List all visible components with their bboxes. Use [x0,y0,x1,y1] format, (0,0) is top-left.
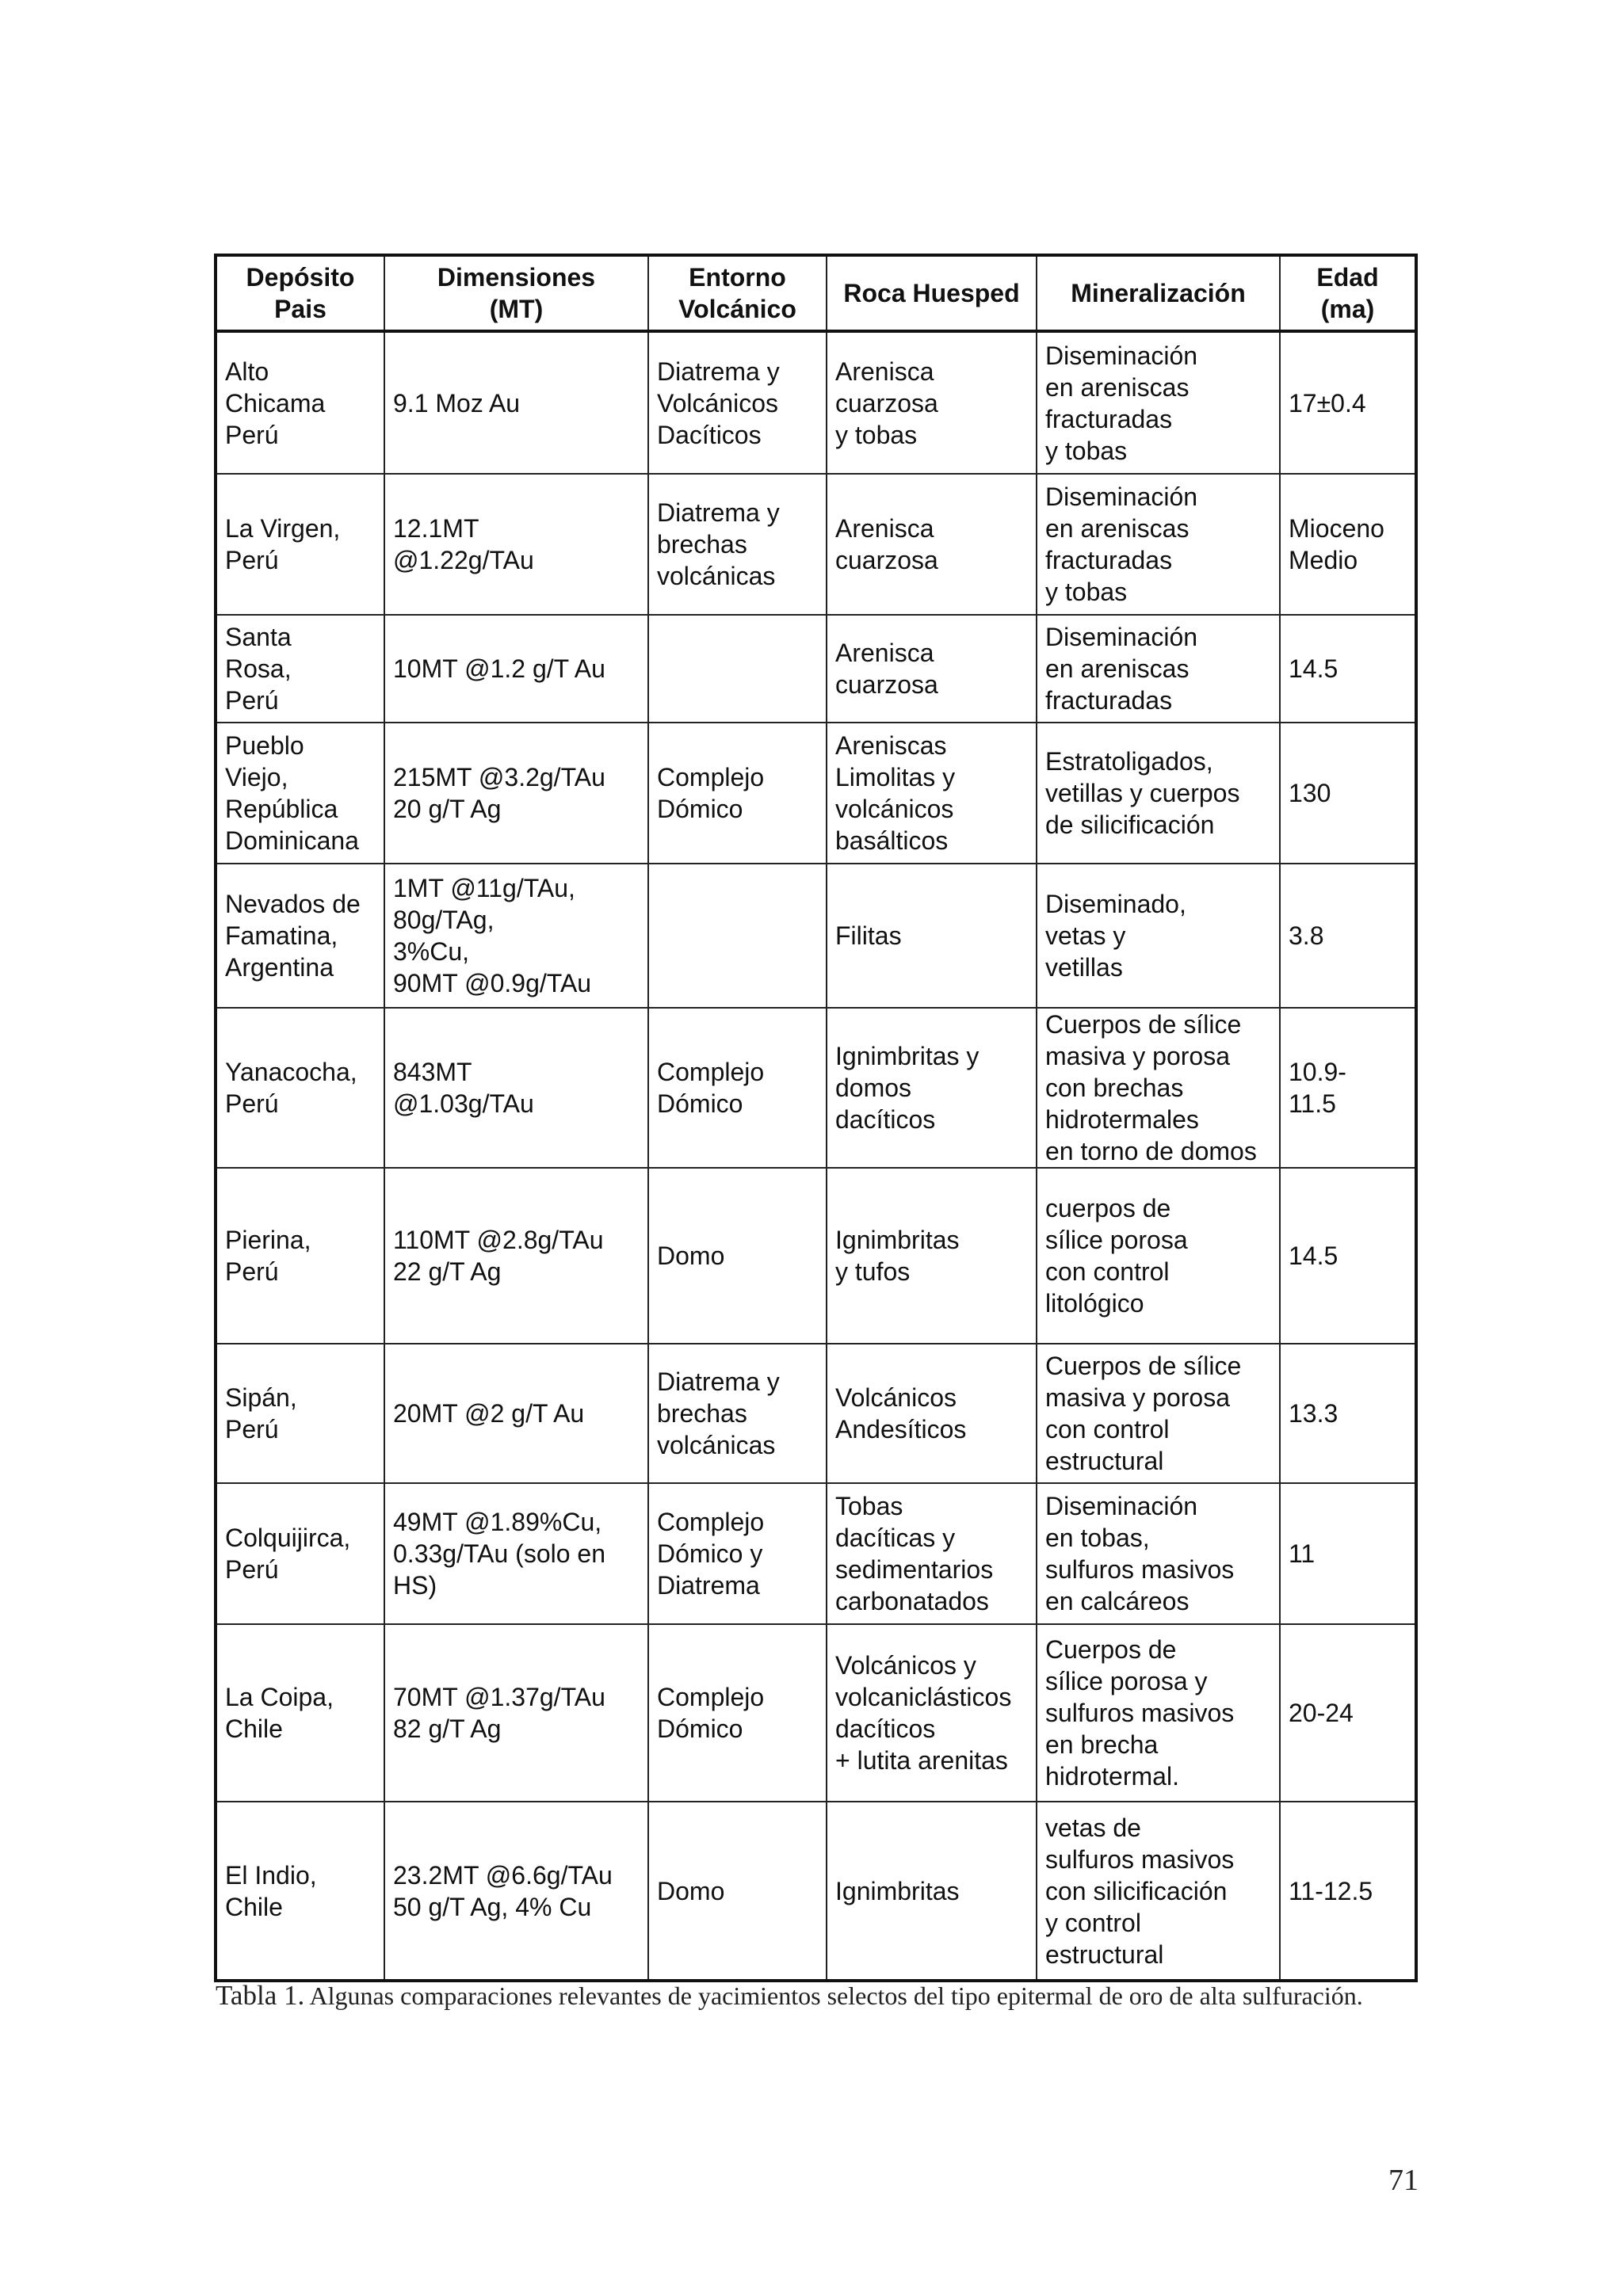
table-cell: 130 [1280,723,1416,864]
table-cell: Ignimbritas [827,1802,1037,1981]
table-cell: Domo [648,1168,827,1344]
table-cell: Complejo Dómico [648,1624,827,1802]
table-cell: Alto Chicama Perú [216,331,384,474]
table-cell: Colquijirca, Perú [216,1483,384,1624]
table-row [216,723,1416,864]
table-caption [216,1976,1414,2016]
table-row [216,1008,1416,1168]
table-cell: Diseminado, vetas y vetillas [1037,864,1280,1008]
table-cell: vetas de sulfuros masivos con silicificación y control estructural [1037,1802,1280,1981]
table-cell: 49MT @1.89%Cu, 0.33g/TAu (solo en HS) [384,1483,648,1624]
table-row [216,474,1416,615]
table-row [216,1624,1416,1802]
table-cell: 843MT @1.03g/TAu [384,1008,648,1168]
table-cell: 13.3 [1280,1344,1416,1483]
table-cell: cuerpos de sílice porosa con control litológico [1037,1168,1280,1344]
table-cell: Tobas dacíticas y sedimentarios carbonatados [827,1483,1037,1624]
table-cell: Yanacocha, Perú [216,1008,384,1168]
table-cell: Arenisca cuarzosa [827,474,1037,615]
table-cell: Diatrema y Volcánicos Dacíticos [648,331,827,474]
caption-label: Tabla 1. [216,1980,305,2011]
table-cell: Complejo Dómico [648,1008,827,1168]
table-cell: Ignimbritas y domos dacíticos [827,1008,1037,1168]
table-cell: 23.2MT @6.6g/TAu 50 g/T Ag, 4% Cu [384,1802,648,1981]
table-cell: Complejo Dómico y Diatrema [648,1483,827,1624]
table-cell: La Coipa, Chile [216,1624,384,1802]
table-row [216,1168,1416,1344]
header-deposito: Depósito Pais [216,255,384,331]
table-cell: Nevados de Famatina, Argentina [216,864,384,1008]
table-cell: Cuerpos de sílice porosa y sulfuros masivos en brecha hidrotermal. [1037,1624,1280,1802]
table-cell: 14.5 [1280,615,1416,723]
table-cell: El Indio, Chile [216,1802,384,1981]
table-cell: La Virgen, Perú [216,474,384,615]
caption-text: Algunas comparaciones relevantes de yacimientos selectos del tipo epitermal de oro de alta sulfuración. [309,1981,1363,2010]
table-cell: Diatrema y brechas volcánicas [648,1344,827,1483]
table-row [216,1344,1416,1483]
table-cell: 20-24 [1280,1624,1416,1802]
table-cell: Volcánicos Andesíticos [827,1344,1037,1483]
table-cell: Volcánicos y volcaniclásticos dacíticos + lutita arenitas [827,1624,1037,1802]
table-cell [648,864,827,1008]
table-cell: Complejo Dómico [648,723,827,864]
table-row [216,1802,1416,1981]
table-cell: 12.1MT @1.22g/TAu [384,474,648,615]
table-cell: Domo [648,1802,827,1981]
table-cell: 110MT @2.8g/TAu 22 g/T Ag [384,1168,648,1344]
table-cell: 11-12.5 [1280,1802,1416,1981]
table-cell: Santa Rosa, Perú [216,615,384,723]
table-cell: Diseminación en areniscas fracturadas y tobas [1037,474,1280,615]
table-row [216,1483,1416,1624]
table-cell: Pierina, Perú [216,1168,384,1344]
table-cell: 3.8 [1280,864,1416,1008]
deposits-table [214,254,1418,1982]
table-cell: 14.5 [1280,1168,1416,1344]
header-entorno: Entorno Volcánico [648,255,827,331]
table-row [216,615,1416,723]
table-cell: Mioceno Medio [1280,474,1416,615]
table-cell: 215MT @3.2g/TAu 20 g/T Ag [384,723,648,864]
table-row [216,331,1416,474]
header-edad: Edad (ma) [1280,255,1416,331]
table-cell: 1MT @11g/TAu, 80g/TAg, 3%Cu, 90MT @0.9g/TAu [384,864,648,1008]
page-number: 71 [1388,2164,1419,2197]
table-cell: Ignimbritas y tufos [827,1168,1037,1344]
table-cell: Cuerpos de sílice masiva y porosa con brechas hidrotermales en torno de domos [1037,1008,1280,1168]
table-cell: Cuerpos de sílice masiva y porosa con control estructural [1037,1344,1280,1483]
header-dimensiones: Dimensiones (MT) [384,255,648,331]
header-mineralizacion: Mineralización [1037,255,1280,331]
table-cell: 20MT @2 g/T Au [384,1344,648,1483]
table-cell: Arenisca cuarzosa y tobas [827,331,1037,474]
table-row [216,864,1416,1008]
table-cell: Diseminación en areniscas fracturadas [1037,615,1280,723]
table-cell: 10MT @1.2 g/T Au [384,615,648,723]
table-cell: Diseminación en areniscas fracturadas y tobas [1037,331,1280,474]
header-roca: Roca Huesped [827,255,1037,331]
table-cell: Diseminación en tobas, sulfuros masivos en calcáreos [1037,1483,1280,1624]
table-cell: 10.9- 11.5 [1280,1008,1416,1168]
table-cell: Estratoligados, vetillas y cuerpos de silicificación [1037,723,1280,864]
table-cell: Pueblo Viejo, República Dominicana [216,723,384,864]
table-cell: 11 [1280,1483,1416,1624]
table-cell: 70MT @1.37g/TAu 82 g/T Ag [384,1624,648,1802]
table-cell: 17±0.4 [1280,331,1416,474]
table-cell [648,615,827,723]
table-cell: Areniscas Limolitas y volcánicos basálticos [827,723,1037,864]
table-header-row [216,255,1416,331]
table-cell: Diatrema y brechas volcánicas [648,474,827,615]
table-cell: Filitas [827,864,1037,1008]
table-cell: Arenisca cuarzosa [827,615,1037,723]
table-cell: 9.1 Moz Au [384,331,648,474]
table-cell: Sipán, Perú [216,1344,384,1483]
